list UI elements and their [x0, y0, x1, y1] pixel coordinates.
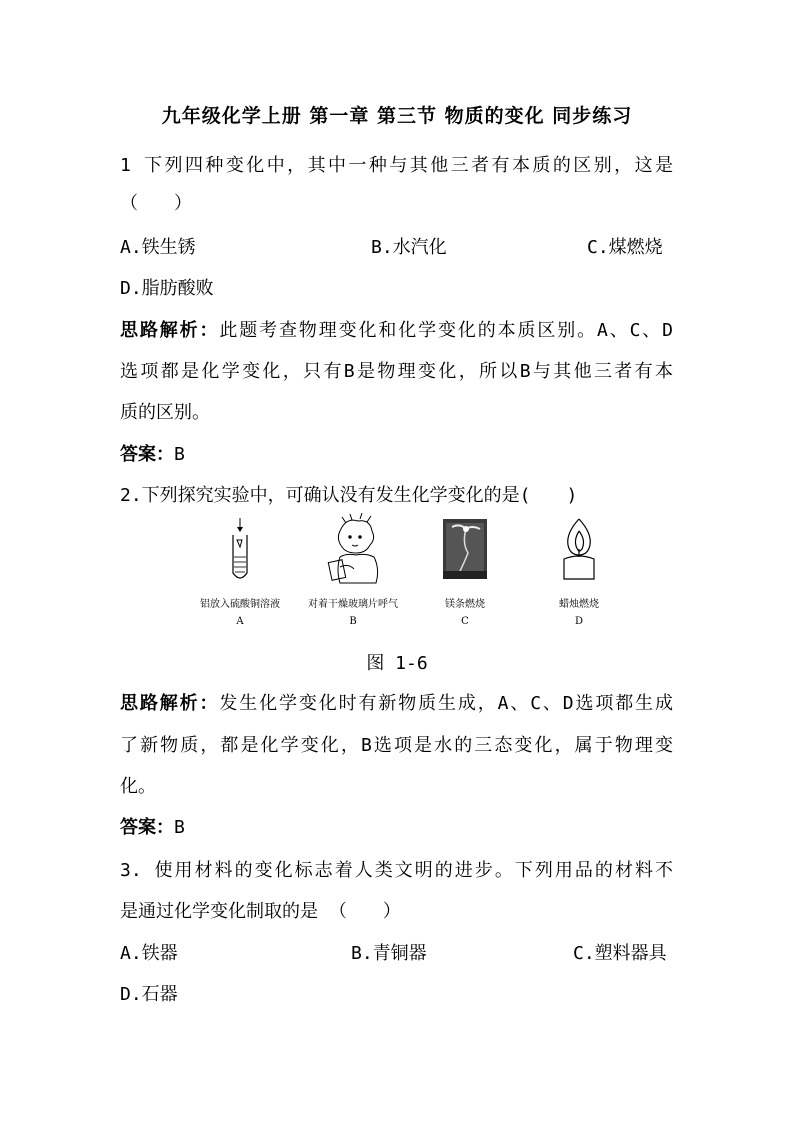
magnesium-burning-icon: [443, 519, 487, 579]
q1-analysis-line1: [120, 316, 673, 342]
q2-answer: [120, 813, 185, 839]
q2-stem: 2.下列探究实验中，可确认没有发生化学变化的是( ): [120, 485, 578, 506]
q1-analysis-line3: 质的区别。: [120, 402, 210, 423]
figure-letter-b: B: [349, 616, 357, 627]
figure-caption-b: 对着干燥玻璃片呼气: [308, 599, 398, 610]
figure-letter-a: A: [236, 616, 244, 627]
figure-letter-c: C: [461, 616, 469, 627]
q1-analysis-text1: 此题考查物理变化和化学变化的本质区别。A、C、D: [219, 320, 673, 341]
figure-letter-d: D: [574, 616, 584, 627]
q3-stem-line1: 3. 使用材料的变化标志着人类文明的进步。下列用品的材料不: [120, 860, 673, 881]
q2-analysis-line3: 化。: [120, 776, 156, 797]
q1-stem-line2: （ ）: [120, 193, 192, 214]
q1-option-b: B.水汽化: [371, 237, 447, 258]
q1-option-d: D.脂肪酸败: [120, 278, 214, 299]
q1-stem-line1: 1 下列四种变化中，其中一种与其他三者有本质的区别，这是: [120, 155, 673, 176]
q1-answer-value: B: [174, 444, 185, 465]
figure-caption-d: 蜡烛燃烧: [559, 599, 599, 610]
experiment-figure: [190, 513, 610, 638]
q2-answer-label: 答案：: [120, 817, 174, 838]
q3-option-a: A.铁器: [120, 943, 178, 964]
q2-analysis-label: 思路解析：: [120, 693, 220, 714]
q1-option-c: C.煤燃烧: [587, 237, 663, 258]
q1-analysis-label: 思路解析：: [120, 320, 220, 341]
candle-icon: [564, 519, 594, 579]
q2-answer-value: B: [174, 817, 185, 838]
q2-analysis-text1: 发生化学变化时有新物质生成，A、C、D选项都生成: [219, 693, 673, 714]
q3-option-b: B.青铜器: [351, 943, 427, 964]
figure-label: 图 1-6: [366, 653, 428, 674]
q1-answer: [120, 440, 185, 466]
person-breathing-icon: [328, 513, 377, 583]
q3-stem-line2: 是通过化学变化制取的是 （ ）: [120, 901, 401, 922]
figure-caption-c: 镁条燃烧: [445, 599, 485, 610]
q3-option-d: D.石器: [120, 984, 178, 1005]
q2-analysis-line2: 了新物质，都是化学变化，B选项是水的三态变化，属于物理变: [120, 735, 673, 756]
page-title: 九年级化学上册 第一章 第三节 物质的变化 同步练习: [161, 105, 633, 127]
q1-analysis-line2: 选项都是化学变化，只有B是物理变化，所以B与其他三者有本: [120, 361, 673, 382]
q3-option-c: C.塑料器具: [573, 943, 667, 964]
q1-answer-label: 答案：: [120, 444, 174, 465]
q2-analysis-line1: [120, 689, 673, 715]
test-tube-icon: [233, 518, 247, 578]
figure-caption-a: 铝放入硫酸铜溶液: [200, 599, 280, 610]
q1-option-a: A.铁生锈: [120, 237, 196, 258]
